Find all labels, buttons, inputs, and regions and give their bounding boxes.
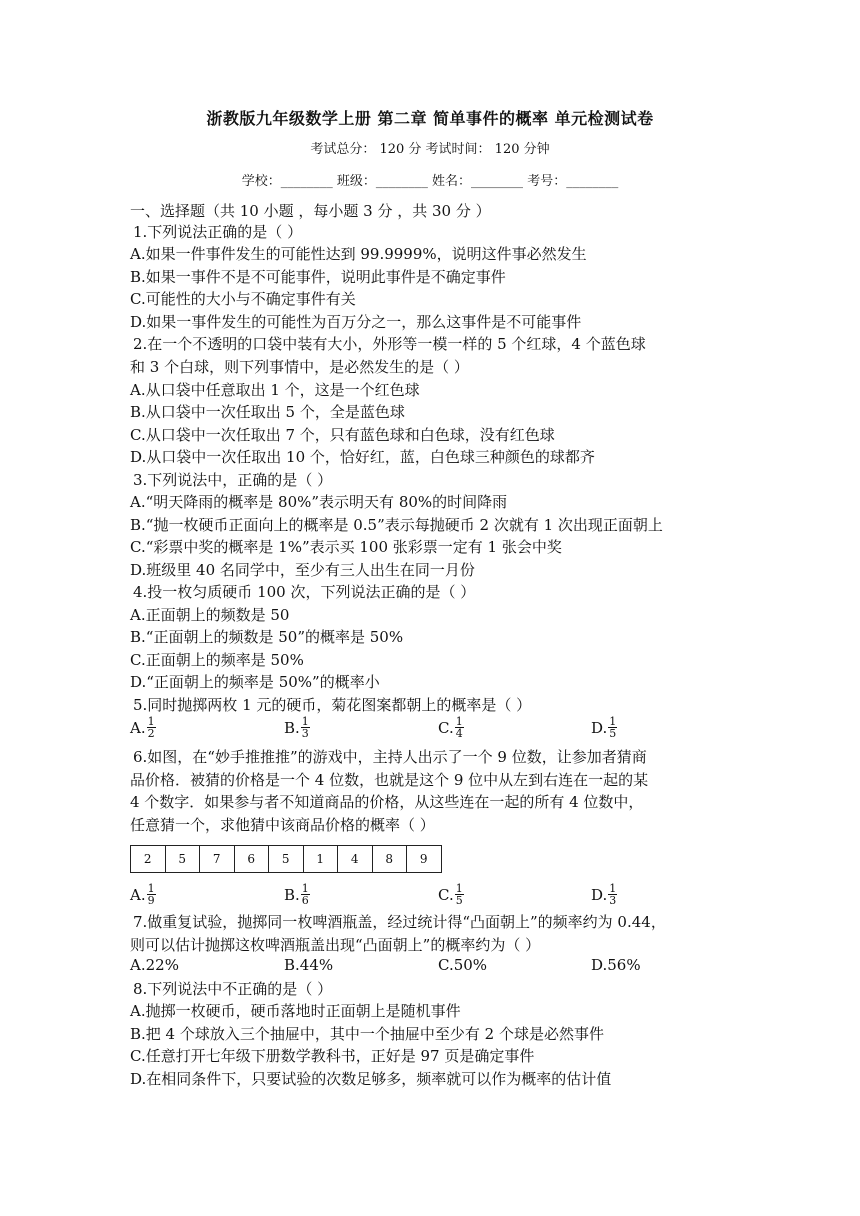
digit-cell: 2 <box>131 846 166 872</box>
fraction-denominator: 6 <box>301 894 309 907</box>
fraction-numerator: 1 <box>455 715 463 728</box>
fraction-numerator: 1 <box>301 715 309 728</box>
question-6-option-d <box>591 883 617 906</box>
question-2-option-d: D.从口袋中一次任取出 10 个，恰好红，蓝，白色球三种颜色的球都齐 <box>130 448 595 466</box>
question-8-option-a: A.抛掷一枚硬币，硬币落地时正面朝上是随机事件 <box>130 1002 461 1020</box>
question-3-option-d: D.班级里 40 名同学中，至少有三人出生在同一月份 <box>130 561 475 579</box>
exam-meta: 考试总分： 120 分 考试时间： 120 分钟 <box>310 142 550 157</box>
option-label: A. <box>130 718 146 737</box>
question-2-option-c: C.从口袋中一次任取出 7 个，只有蓝色球和白色球，没有红色球 <box>130 426 555 444</box>
question-3-option-c: C.“彩票中奖的概率是 1%”表示买 100 张彩票一定有 1 张会中奖 <box>130 538 562 556</box>
fraction-denominator: 3 <box>609 894 617 907</box>
question-3-option-a: A.“明天降雨的概率是 80%”表示明天有 80%的时间降雨 <box>130 493 508 511</box>
question-4-stem: 4.投一枚匀质硬币 100 次，下列说法正确的是（ ） <box>133 583 476 601</box>
fraction <box>147 716 156 739</box>
fraction <box>455 716 464 739</box>
digit-cell: 4 <box>338 846 373 872</box>
question-6-options <box>130 883 730 909</box>
digit-cell: 5 <box>166 846 201 872</box>
fraction-numerator: 1 <box>455 882 463 895</box>
question-7-option-a: A.22% <box>130 956 179 974</box>
question-2-option-b: B.从口袋中一次任取出 5 个，全是蓝色球 <box>130 403 405 421</box>
fraction-denominator: 9 <box>147 894 155 907</box>
question-7-stem-line-1: 7.做重复试验，抛掷同一枚啤酒瓶盖，经过统计得“凸面朝上”的频率约为 0.44， <box>133 913 666 931</box>
question-6-stem-line-1: 6.如图，在“妙手推推推”的游戏中，主持人出示了一个 9 位数，让参加者猜商 <box>133 748 647 766</box>
option-label: D. <box>591 885 608 904</box>
fraction <box>455 883 464 906</box>
fraction <box>147 883 156 906</box>
digit-cell: 5 <box>269 846 304 872</box>
question-5-stem: 5.同时抛掷两枚 1 元的硬币，菊花图案都朝上的概率是（ ） <box>133 696 532 714</box>
question-1-option-b: B.如果一事件不是不可能事件，说明此事件是不确定事件 <box>130 268 506 286</box>
fraction-numerator: 1 <box>147 882 155 895</box>
question-3-stem: 3.下列说法中，正确的是（ ） <box>133 471 333 489</box>
fraction-numerator: 1 <box>301 882 309 895</box>
option-label: C. <box>438 885 454 904</box>
fraction-denominator: 4 <box>455 727 463 740</box>
question-8-option-c: C.任意打开七年级下册数学教科书，正好是 97 页是确定事件 <box>130 1047 535 1065</box>
digit-cell: 1 <box>304 846 339 872</box>
page-title: 浙教版九年级数学上册 第二章 简单事件的概率 单元检测试卷 <box>206 109 654 128</box>
digit-cell: 9 <box>419 852 428 866</box>
fraction-numerator: 1 <box>147 715 155 728</box>
nine-digit-number-figure <box>130 845 442 873</box>
section-heading: 一、选择题（共 10 小题 ，每小题 3 分 ，共 30 分 ） <box>130 202 491 220</box>
question-6-option-c <box>438 883 464 906</box>
question-2-stem-line-2: 和 3 个白球，则下列事情中，是必然发生的是（ ） <box>130 358 469 376</box>
question-3-option-b: B.“抛一枚硬币正面向上的概率是 0.5”表示每抛硬币 2 次就有 1 次出现正面朝上 <box>130 516 663 534</box>
option-label: A. <box>130 885 146 904</box>
option-label: C. <box>438 718 454 737</box>
question-7-option-b: B.44% <box>284 956 334 974</box>
question-5-option-c <box>438 716 464 739</box>
digit-cell: 7 <box>200 846 235 872</box>
question-6-stem-line-2: 品价格．被猜的价格是一个 4 位数，也就是这个 9 位中从左到右连在一起的某 <box>130 771 649 789</box>
digit-cell: 8 <box>373 846 408 872</box>
question-5-option-a <box>130 716 156 739</box>
fraction <box>608 883 617 906</box>
question-2-option-a: A.从口袋中任意取出 1 个，这是一个红色球 <box>130 381 420 399</box>
question-2-stem-line-1: 2.在一个不透明的口袋中装有大小，外形等一模一样的 5 个红球，4 个蓝色球 <box>133 335 646 353</box>
digit-cell: 6 <box>235 846 270 872</box>
question-1-option-a: A.如果一件事件发生的可能性达到 99.9999%，说明这件事必然发生 <box>130 245 587 263</box>
question-8-option-d: D.在相同条件下，只要试验的次数足够多，频率就可以作为概率的估计值 <box>130 1070 612 1088</box>
fraction-denominator: 5 <box>609 727 617 740</box>
option-label: B. <box>284 718 300 737</box>
fraction-denominator: 2 <box>147 727 155 740</box>
question-6-option-a <box>130 883 156 906</box>
question-4-option-b: B.“正面朝上的频数是 50”的概率是 50% <box>130 628 404 646</box>
question-5-option-d <box>591 716 617 739</box>
question-1-option-c: C.可能性的大小与不确定事件有关 <box>130 290 356 308</box>
fraction <box>608 716 617 739</box>
option-label: B. <box>284 885 300 904</box>
fraction <box>301 883 310 906</box>
question-8-stem: 8.下列说法中不正确的是（ ） <box>133 980 333 998</box>
question-8-option-b: B.把 4 个球放入三个抽屉中，其中一个抽屉中至少有 2 个球是必然事件 <box>130 1025 604 1043</box>
fraction-denominator: 3 <box>301 727 309 740</box>
option-label: D. <box>591 718 608 737</box>
question-5-option-b <box>284 716 310 739</box>
student-info-line: 学校：________ 班级：________ 姓名：________ 考号：________ <box>241 174 619 189</box>
question-6-option-b <box>284 883 310 906</box>
question-7-option-d: D.56% <box>591 956 641 974</box>
question-4-option-c: C.正面朝上的频率是 50% <box>130 651 304 669</box>
fraction-numerator: 1 <box>609 882 617 895</box>
question-1-stem: 1.下列说法正确的是（ ） <box>133 223 303 241</box>
fraction-numerator: 1 <box>609 715 617 728</box>
question-7-stem-line-2: 则可以估计抛掷这枚啤酒瓶盖出现“凸面朝上”的概率约为（ ） <box>130 936 541 954</box>
question-4-option-d: D.“正面朝上的频率是 50%”的概率小 <box>130 673 380 691</box>
question-1-option-d: D.如果一事件发生的可能性为百万分之一，那么这事件是不可能事件 <box>130 313 582 331</box>
question-6-stem-line-4: 任意猜一个，求他猜中该商品价格的概率（ ） <box>130 816 435 834</box>
question-7-option-c: C.50% <box>438 956 488 974</box>
question-5-options <box>130 716 730 742</box>
question-4-option-a: A.正面朝上的频数是 50 <box>130 606 290 624</box>
fraction <box>301 716 310 739</box>
question-6-stem-line-3: 4 个数字．如果参与者不知道商品的价格，从这些连在一起的所有 4 位数中， <box>130 793 644 811</box>
fraction-denominator: 5 <box>455 894 463 907</box>
